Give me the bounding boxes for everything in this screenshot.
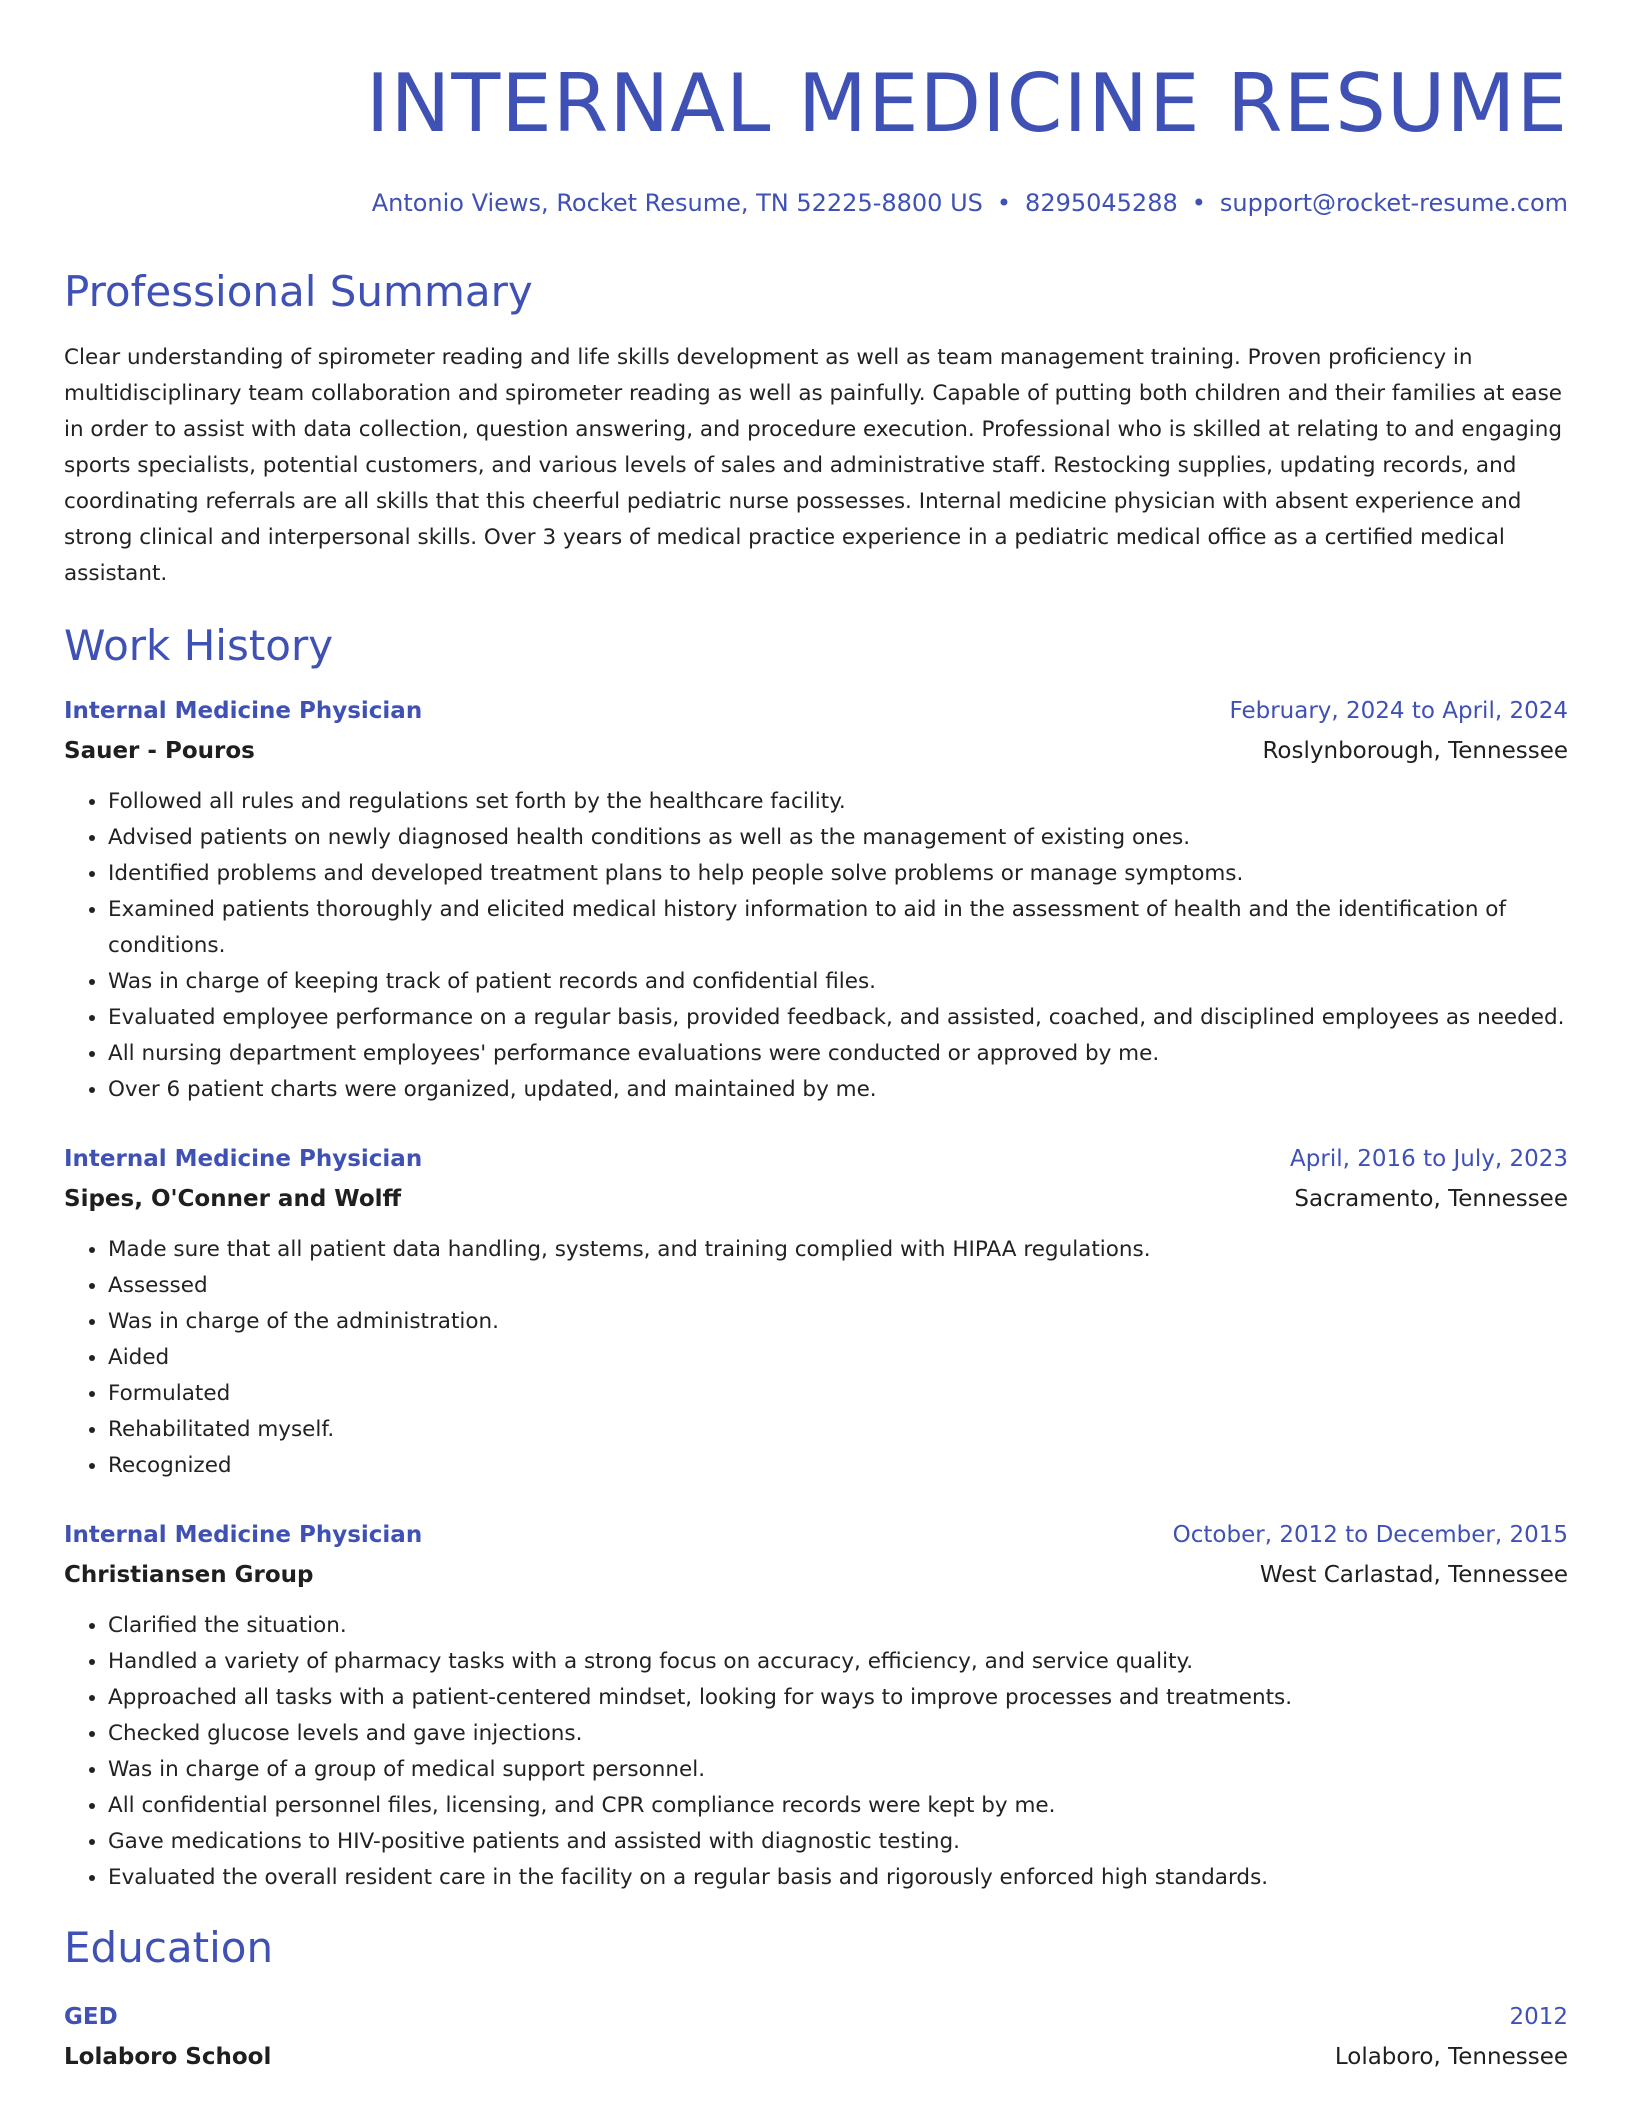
job-company: Sauer - Pouros bbox=[64, 738, 255, 764]
job-bullet-list bbox=[64, 784, 1568, 1108]
job-bullet: • Advised patients on newly diagnosed health conditions as well as the management of existing ones. bbox=[108, 820, 1568, 856]
job-dates: October, 2012 to December, 2015 bbox=[1172, 1522, 1568, 1548]
job-title: Internal Medicine Physician bbox=[64, 698, 423, 724]
job-company: Sipes, O'Conner and Wolff bbox=[64, 1186, 402, 1212]
job-bullet: • Over 6 patient charts were organized, updated, and maintained by me. bbox=[108, 1072, 1568, 1108]
job-bullet: • Identified problems and developed treatment plans to help people solve problems or manage symptoms. bbox=[108, 856, 1568, 892]
job-entry bbox=[64, 1144, 1568, 1484]
job-entry bbox=[64, 696, 1568, 1108]
work-history-heading: Work History bbox=[64, 621, 334, 670]
job-entry bbox=[64, 1520, 1568, 1896]
job-header-row bbox=[64, 1144, 1568, 1174]
contact-separator: • bbox=[1191, 189, 1206, 217]
contact-email: support@rocket-resume.com bbox=[1219, 189, 1568, 217]
job-bullet: • Made sure that all patient data handling, systems, and training complied with HIPAA regulations. bbox=[108, 1232, 1568, 1268]
job-bullet: • Assessed bbox=[108, 1268, 1568, 1304]
job-location: Roslynborough, Tennessee bbox=[1262, 738, 1568, 764]
summary-text: Clear understanding of spirometer reading and life skills development as well as team management training. Proven proficiency in multidisciplinary team collaboration and spirometer reading as well as painfully. Capable of putting both children and their families at ease in order to assist with data collection, question answering, and procedure execution. Professional who is skilled at relating to and engaging sports specialists, potential customers, and various levels of sales and administrative staff. Restocking supplies, updating records, and coordinating referrals are all skills that this cheerful pediatric nurse possesses. Internal medicine physician with absent experience and strong clinical and interpersonal skills. Over 3 years of medical practice experience in a pediatric medical office as a certified medical assistant. bbox=[64, 345, 1563, 586]
job-bullet: • Recognized bbox=[108, 1448, 1568, 1484]
job-bullet: • Evaluated employee performance on a regular basis, provided feedback, and assisted, coached, and disciplined employees as needed. bbox=[108, 1000, 1568, 1036]
job-bullet: • Handled a variety of pharmacy tasks with a strong focus on accuracy, efficiency, and service quality. bbox=[108, 1644, 1568, 1680]
summary-heading: Professional Summary bbox=[64, 267, 533, 316]
job-bullet: • Followed all rules and regulations set forth by the healthcare facility. bbox=[108, 784, 1568, 820]
education-heading: Education bbox=[64, 1923, 274, 1972]
job-bullet: • Rehabilitated myself. bbox=[108, 1412, 1568, 1448]
job-bullet: • Checked glucose levels and gave injections. bbox=[108, 1716, 1568, 1752]
job-bullet: • Was in charge of a group of medical support personnel. bbox=[108, 1752, 1568, 1788]
job-bullet: • Clarified the situation. bbox=[108, 1608, 1568, 1644]
job-bullet: • Formulated bbox=[108, 1376, 1568, 1412]
education-row bbox=[64, 2002, 1568, 2032]
job-bullet: • Aided bbox=[108, 1340, 1568, 1376]
education-year: 2012 bbox=[1509, 2004, 1568, 2030]
contact-line bbox=[64, 188, 1568, 218]
job-header-row bbox=[64, 696, 1568, 726]
job-header-row bbox=[64, 1520, 1568, 1550]
job-bullet: • Was in charge of keeping track of patient records and confidential files. bbox=[108, 964, 1568, 1000]
job-dates: February, 2024 to April, 2024 bbox=[1229, 698, 1568, 724]
job-dates: April, 2016 to July, 2023 bbox=[1290, 1146, 1568, 1172]
contact-phone: 8295045288 bbox=[1025, 189, 1178, 217]
job-bullet-list bbox=[64, 1232, 1568, 1484]
job-bullet: • All nursing department employees' performance evaluations were conducted or approved by me. bbox=[108, 1036, 1568, 1072]
education-row bbox=[64, 2042, 1568, 2072]
job-title: Internal Medicine Physician bbox=[64, 1146, 423, 1172]
job-bullet: • Was in charge of the administration. bbox=[108, 1304, 1568, 1340]
job-bullet-list bbox=[64, 1608, 1568, 1896]
job-bullet: • Examined patients thoroughly and elicited medical history information to aid in the assessment of health and the identification of conditions. bbox=[108, 892, 1568, 964]
work-history-list bbox=[64, 696, 1568, 1896]
contact-separator: • bbox=[996, 189, 1012, 217]
education-degree: GED bbox=[64, 2004, 118, 2030]
job-bullet: • All confidential personnel files, licensing, and CPR compliance records were kept by me. bbox=[108, 1788, 1568, 1824]
job-company: Christiansen Group bbox=[64, 1562, 314, 1588]
contact-address: Antonio Views, Rocket Resume, TN 52225-8800 US bbox=[371, 189, 983, 217]
job-bullet: • Approached all tasks with a patient-centered mindset, looking for ways to improve processes and treatments. bbox=[108, 1680, 1568, 1716]
job-bullet: • Gave medications to HIV-positive patients and assisted with diagnostic testing. bbox=[108, 1824, 1568, 1860]
education-school: Lolaboro School bbox=[64, 2044, 272, 2070]
education-location: Lolaboro, Tennessee bbox=[1334, 2044, 1568, 2070]
education-entry bbox=[64, 2002, 1568, 2072]
job-location: Sacramento, Tennessee bbox=[1294, 1186, 1568, 1212]
job-company-row bbox=[64, 736, 1568, 766]
job-company-row bbox=[64, 1560, 1568, 1590]
job-company-row bbox=[64, 1184, 1568, 1214]
job-title: Internal Medicine Physician bbox=[64, 1522, 423, 1548]
job-location: West Carlastad, Tennessee bbox=[1259, 1562, 1568, 1588]
resume-title: INTERNAL MEDICINE RESUME bbox=[365, 57, 1568, 150]
job-bullet: • Evaluated the overall resident care in the facility on a regular basis and rigorously enforced high standards. bbox=[108, 1860, 1568, 1896]
